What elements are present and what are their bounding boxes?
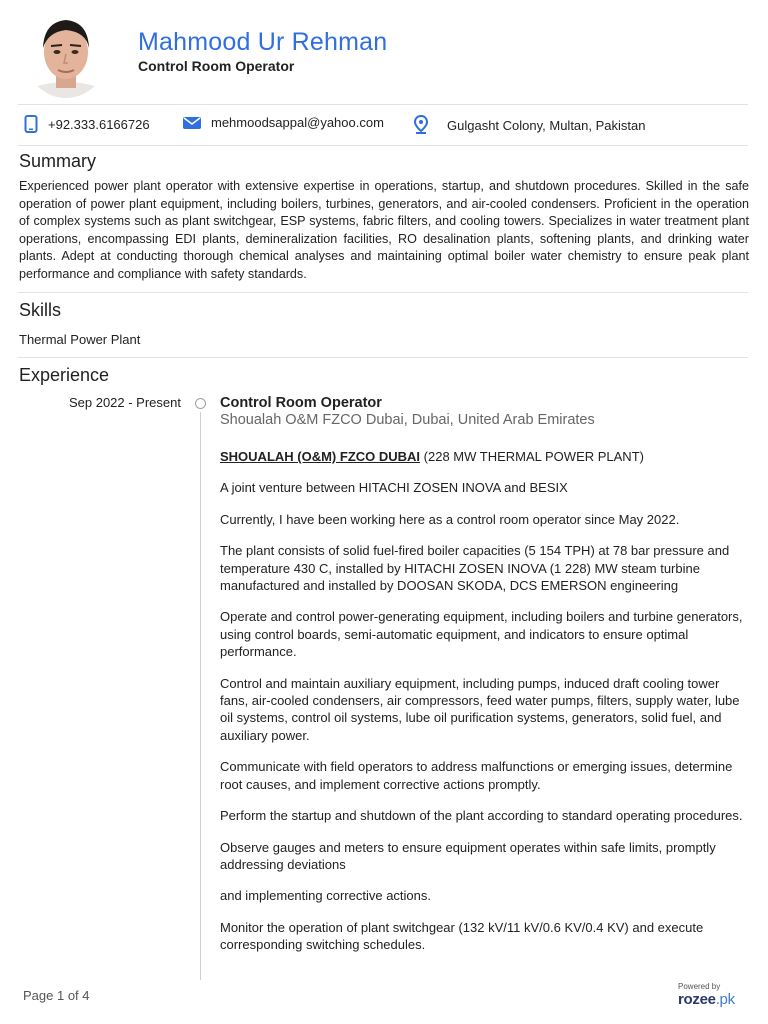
description-paragraph: Perform the startup and shutdown of the plant according to standard operating procedures. — [220, 808, 743, 824]
page-indicator: Page 1 of 4 — [23, 988, 90, 1003]
contact-phone — [24, 115, 150, 133]
skills-heading: Skills — [19, 300, 62, 320]
experience-date: Sep 2022 - Present — [68, 395, 181, 410]
description-paragraph: Communicate with field operators to address malfunctions or emerging issues, determine root causes, and implement corrective actions promptly. — [220, 759, 733, 792]
profile-photo — [24, 8, 108, 98]
description-paragraph: Control and maintain auxiliary equipment, including pumps, induced draft cooling tower fans, air-cooled condensers, air compressors, feed water pumps, filters, supply water, lube oil systems, control oil systems, lube oil purification systems, generators, solid fuel, and auxiliary power. — [220, 675, 740, 743]
contact-email — [183, 115, 384, 130]
company-heading-suffix: (228 MW THERMAL POWER PLANT) — [420, 449, 644, 464]
timeline-line — [200, 412, 201, 980]
candidate-title: Control Room Operator — [138, 58, 295, 74]
contact-location — [413, 115, 645, 135]
description-paragraph: A joint venture between HITACHI ZOSEN INOVA and BESIX — [220, 480, 568, 496]
timeline-dot — [195, 398, 206, 409]
location-pin-icon — [413, 115, 429, 135]
skill-item: Thermal Power Plant — [19, 332, 141, 347]
job-title: Control Room Operator — [220, 395, 382, 411]
experience-heading: Experience — [19, 365, 110, 385]
logo-suffix: .pk — [715, 991, 735, 1008]
job-company: Shoualah O&M FZCO Dubai, Dubai, United Arab Emirates — [220, 412, 595, 428]
candidate-name: Mahmood Ur Rehman — [138, 28, 388, 56]
email-text: mehmoodsappal@yahoo.com — [211, 115, 384, 130]
phone-text: +92.333.6166726 — [48, 116, 150, 132]
company-heading: SHOUALAH (O&M) FZCO DUBAI — [220, 449, 421, 464]
phone-icon — [24, 115, 38, 133]
divider — [18, 357, 748, 358]
rozee-logo — [678, 991, 735, 1008]
powered-by-text: Powered by — [678, 982, 721, 991]
description-paragraph: Observe gauges and meters to ensure equipment operates within safe limits, promptly addressing deviations — [220, 839, 716, 872]
description-paragraph: Operate and control power-generating equipment, including boilers and turbine generators, using control boards, semi-automatic equipment, and indicators to ensure optimal performance. — [220, 609, 743, 660]
avatar-image — [24, 8, 108, 98]
location-text: Gulgasht Colony, Multan, Pakistan — [447, 117, 646, 133]
logo-main: rozee — [678, 991, 716, 1008]
summary-text: Experienced power plant operator with extensive expertise in operations, startup, and shutdown procedures. Skilled in the safe operation of power plant equipment, including boilers, turbines, generators, and air-cooled condensers. Proficient in the operation of complex systems such as plant switchgear, ESP systems, fabric filters, and cooling towers. Specializes in water treatment plant operations, encompassing EDI plants, demineralization facilities, RO desalination plants, softening plants, and drinking water plants. Adept at conducting thorough chemical analyses and maintaining optimal boiler water chemistry to ensure peak plant performance and compliance with safety standards. — [19, 179, 749, 281]
description-paragraph: Monitor the operation of plant switchgear (132 kV/11 kV/0.6 KV/0.4 KV) and execute corresponding switching schedules. — [220, 919, 704, 953]
contact-bar — [18, 104, 748, 146]
summary-heading: Summary — [19, 151, 97, 171]
company-heading-line — [220, 448, 748, 465]
resume-header — [24, 8, 744, 100]
description-paragraph: Currently, I have been working here as a control room operator since May 2022. — [220, 511, 680, 527]
email-icon — [183, 116, 201, 130]
description-paragraph: The plant consists of solid fuel-fired boiler capacities (5 154 TPH) at 78 bar pressure and temperature 430 C, installed by HITACHI ZOSEN INOVA (1 228) MW steam turbine manufactured and installed by DOOSAN SKODA, DCS EMERSON engineering — [220, 543, 730, 594]
description-paragraph: and implementing corrective actions. — [220, 888, 431, 904]
powered-by-logo[interactable] — [678, 982, 748, 1009]
divider — [18, 292, 748, 293]
job-description — [220, 448, 748, 968]
